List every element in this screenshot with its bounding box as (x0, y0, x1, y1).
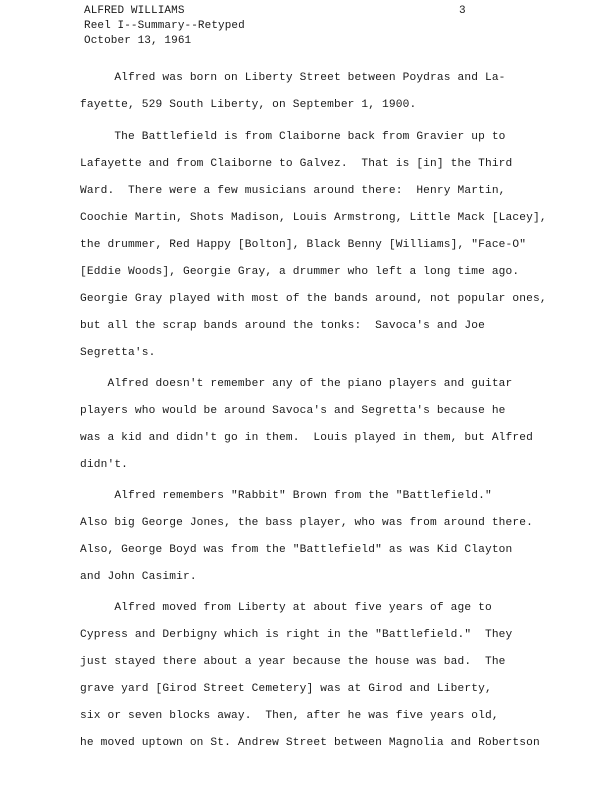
document-header (84, 4, 245, 49)
text-line: but all the scrap bands around the tonks: Savoca's and Joe (80, 320, 485, 332)
text-line: Georgie Gray played with most of the bands around, not popular ones, (80, 293, 547, 305)
text-line: [Eddie Woods], Georgie Gray, a drummer who left a long time ago. (80, 266, 520, 278)
page-number: 3 (459, 5, 466, 17)
reel-label: Reel I--Summary--Retyped (84, 20, 245, 32)
text-line: Lafayette and from Claiborne to Galvez. That is [in] the Third (80, 158, 513, 170)
text-line: six or seven blocks away. Then, after he was five years old, (80, 710, 499, 722)
text-line: and John Casimir. (80, 571, 197, 583)
text-line: Alfred doesn't remember any of the piano players and guitar (80, 378, 513, 390)
text-line: Ward. There were a few musicians around there: Henry Martin, (80, 185, 506, 197)
text-line: players who would be around Savoca's and Segretta's because he (80, 405, 506, 417)
text-line: Alfred remembers "Rabbit" Brown from the "Battlefield." (80, 490, 492, 502)
text-line: Also, George Boyd was from the "Battlefield" as was Kid Clayton (80, 544, 513, 556)
text-line: he moved uptown on St. Andrew Street between Magnolia and Robertson (80, 737, 540, 749)
interview-date: October 13, 1961 (84, 35, 192, 47)
text-line: the drummer, Red Happy [Bolton], Black Benny [Williams], "Face-O" (80, 239, 527, 251)
text-line: Alfred moved from Liberty at about five years of age to (80, 602, 492, 614)
text-line: fayette, 529 South Liberty, on September 1, 1900. (80, 99, 417, 111)
text-line: grave yard [Girod Street Cemetery] was at Girod and Liberty, (80, 683, 492, 695)
text-line: just stayed there about a year because the house was bad. The (80, 656, 506, 668)
text-line: Alfred was born on Liberty Street between Poydras and La- (80, 72, 506, 84)
text-line: Also big George Jones, the bass player, who was from around there. (80, 517, 533, 529)
interviewee-name: ALFRED WILLIAMS (84, 5, 185, 17)
text-line: The Battlefield is from Claiborne back from Gravier up to (80, 131, 506, 143)
text-line: didn't. (80, 459, 129, 471)
text-line: Segretta's. (80, 347, 156, 359)
text-line: Coochie Martin, Shots Madison, Louis Armstrong, Little Mack [Lacey], (80, 212, 547, 224)
text-line: Cypress and Derbigny which is right in the "Battlefield." They (80, 629, 513, 641)
text-line: was a kid and didn't go in them. Louis played in them, but Alfred (80, 432, 533, 444)
